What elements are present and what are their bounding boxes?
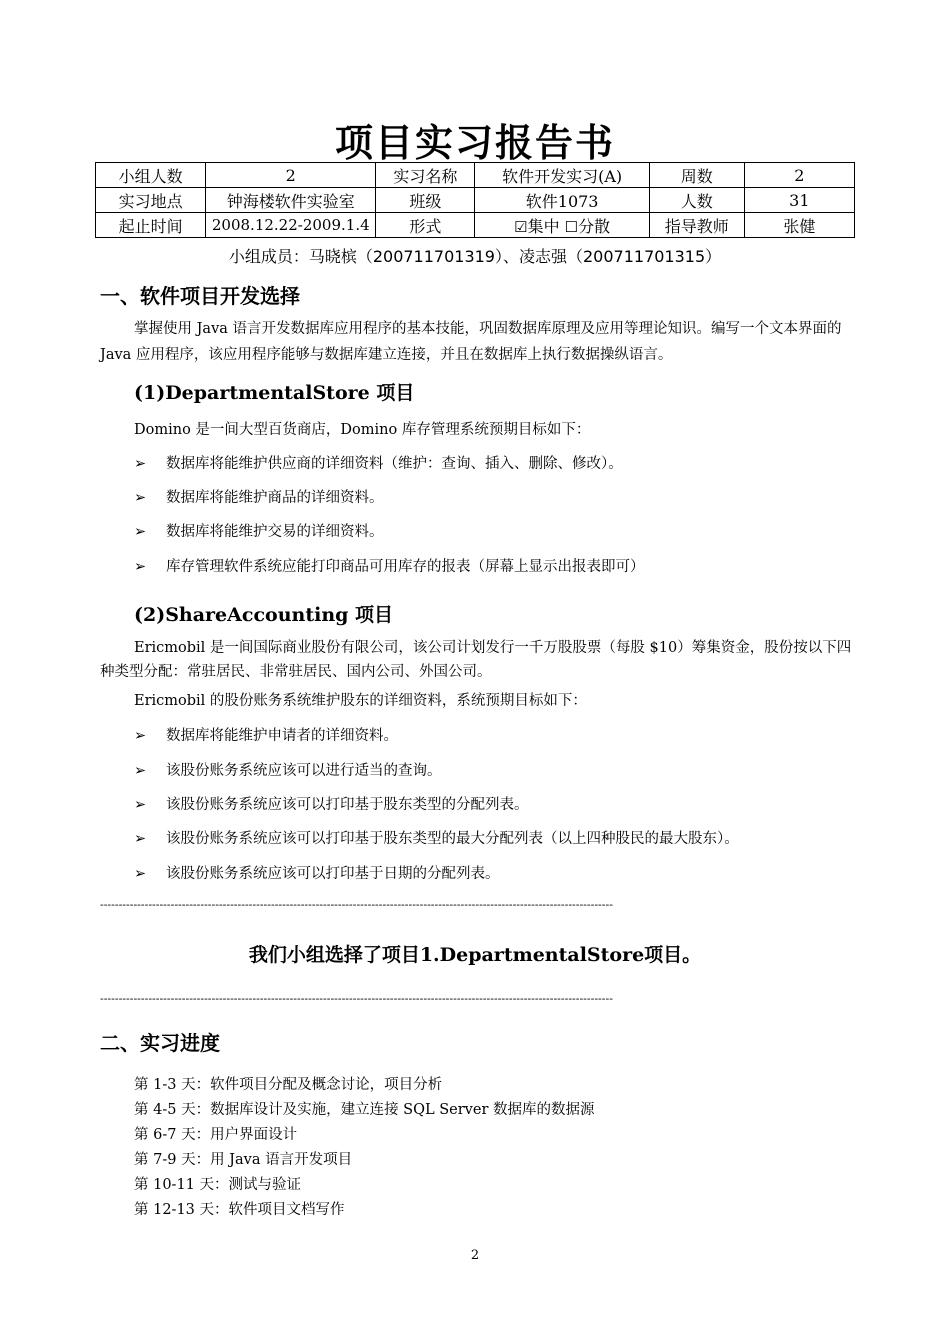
section2-heading: 二、实习进度 [100,1031,220,1055]
internship-name-value: 软件开发实习(A) [475,163,649,188]
location-label: 实习地点 [96,188,206,213]
period-label: 起止时间 [96,213,206,238]
list-item: ➢ 数据库将能维护申请者的详细资料。 [134,728,398,744]
section1-intro: 掌握使用 Java 语言开发数据库应用程序的基本技能，巩固数据库原理及应用等理论知识。编写一个文本界面的 Java 应用程序，该应用程序能够与数据库建立连接，并且在数据库上执行数据操纵语言。 [100,321,842,363]
checked-box-icon: ☑ [514,217,528,236]
arrow-bullet-icon: ➢ [134,763,147,779]
arrow-bullet-icon: ➢ [134,797,147,813]
info-row [96,163,855,188]
arrow-bullet-icon: ➢ [134,728,147,744]
headcount-value: 31 [744,188,854,213]
arrow-bullet-icon: ➢ [134,456,147,472]
unchecked-box-icon: ☐ [564,217,579,236]
list-item: ➢ 该股份账务系统应该可以打印基于股东类型的最大分配列表（以上四种股民的最大股东）。 [134,831,739,847]
schedule-item: 第 4-5 天：数据库设计及实施，建立连接 SQL Server 数据库的数据源 [134,1102,595,1118]
section1-heading: 一、软件项目开发选择 [100,284,300,308]
schedule-item: 第 10-11 天：测试与验证 [134,1177,302,1193]
class-label: 班级 [376,188,475,213]
project-choice: 我们小组选择了项目1.DepartmentalStore项目。 [248,944,702,966]
weeks-value: 2 [744,163,854,188]
headcount-label: 人数 [649,188,744,213]
form-label: 形式 [376,213,475,238]
dashed-divider: ------------------------------------------------------------------------------------------------------------------------------------------ [100,992,613,1005]
arrow-bullet-icon: ➢ [134,866,147,882]
project1-description: Domino 是一间大型百货商店，Domino 库存管理系统预期目标如下： [134,422,591,438]
list-item: ➢ 库存管理软件系统应能打印商品可用库存的报表（屏幕上显示出报表即可） [134,559,645,575]
page-number: 2 [470,1248,480,1263]
list-item: ➢ 数据库将能维护商品的详细资料。 [134,490,384,506]
schedule-item: 第 12-13 天：软件项目文档写作 [134,1202,345,1218]
advisor-value: 张健 [744,213,854,238]
location-value: 钟海楼软件实验室 [206,188,376,213]
info-row [96,213,855,238]
info-row [96,188,855,213]
advisor-label: 指导教师 [649,213,744,238]
group-members: 小组成员：马晓槟（200711701319）、凌志强（200711701315） [228,247,722,266]
group-size-label: 小组人数 [96,163,206,188]
form-option-centralized: 集中 [527,216,560,236]
arrow-bullet-icon: ➢ [134,559,147,575]
project2-description: Ericmobil 是一间国际商业股份有限公司，该公司计划发行一千万股股票（每股 $10）筹集资金，股份按以下四种类型分配：常驻居民、非常驻居民、国内公司、外国公司。 [100,640,852,680]
dashed-divider: ------------------------------------------------------------------------------------------------------------------------------------------ [100,898,613,911]
weeks-label: 周数 [649,163,744,188]
list-item: ➢ 该股份账务系统应该可以打印基于日期的分配列表。 [134,866,500,882]
project1-heading: (1)DepartmentalStore 项目 [134,382,415,404]
group-size-value: 2 [206,163,376,188]
project2-heading: (2)ShareAccounting 项目 [134,604,394,626]
info-table [95,162,855,238]
schedule-item: 第 1-3 天：软件项目分配及概念讨论，项目分析 [134,1077,443,1093]
arrow-bullet-icon: ➢ [134,831,147,847]
schedule-item: 第 6-7 天：用户界面设计 [134,1127,298,1143]
list-item: ➢ 该股份账务系统应该可以进行适当的查询。 [134,763,442,779]
list-item: ➢ 该股份账务系统应该可以打印基于股东类型的分配列表。 [134,797,529,813]
document-title: 项目实习报告书 [334,121,615,165]
arrow-bullet-icon: ➢ [134,490,147,506]
internship-name-label: 实习名称 [376,163,475,188]
class-value: 软件1073 [475,188,649,213]
form-option-distributed: 分散 [578,216,611,236]
list-item: ➢ 数据库将能维护交易的详细资料。 [134,524,384,540]
project2-description-2: Ericmobil 的股份账务系统维护股东的详细资料，系统预期目标如下： [134,693,587,709]
list-item: ➢ 数据库将能维护供应商的详细资料（维护：查询、插入、删除、修改）。 [134,456,623,472]
form-options [475,213,649,238]
period-value: 2008.12.22-2009.1.4 [206,213,376,238]
arrow-bullet-icon: ➢ [134,524,147,540]
schedule-item: 第 7-9 天：用 Java 语言开发项目 [134,1152,353,1168]
